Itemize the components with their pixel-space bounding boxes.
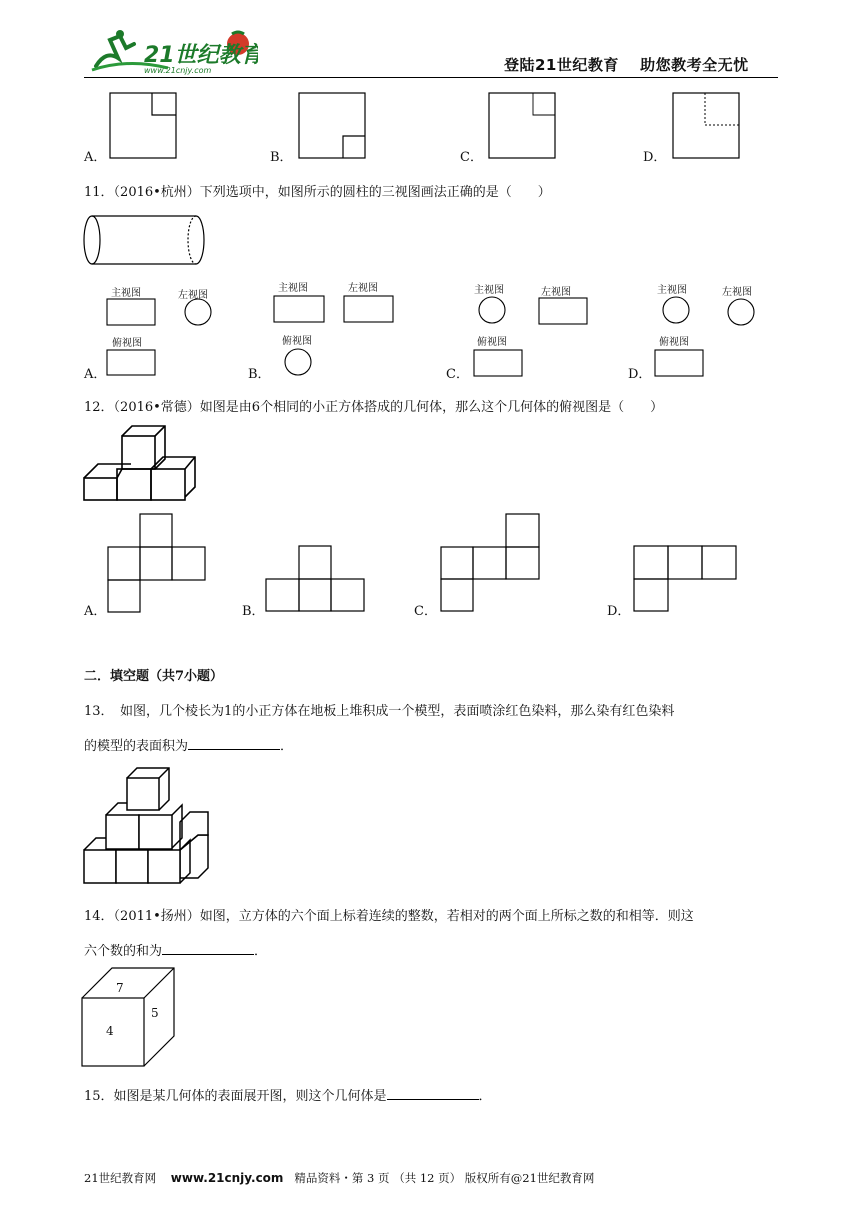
q12-option-d-figure	[634, 546, 736, 611]
q11-b-top-view-label: 俯视图	[282, 336, 312, 347]
q14-cube-top-number: 7	[116, 981, 124, 995]
q11-a-left-view-label: 左视图	[178, 290, 208, 301]
page-footer	[84, 1170, 594, 1186]
q11-c-top-view-label: 俯视图	[477, 337, 507, 348]
q10-option-a-label: A．	[84, 150, 107, 165]
footer-left-text: 21世纪教育网	[84, 1171, 157, 1185]
q14-cube-front-number: 4	[106, 1024, 114, 1038]
q11-option-a-label: A．	[84, 367, 107, 382]
q14-question-line1: 14．（2011•扬州）如图，立方体的六个面上标着连续的整数，若相对的两个面上所标之数的和相等．则这	[84, 909, 694, 924]
q14-answer-blank[interactable]	[162, 942, 254, 955]
q11-c-front-view-label: 主视图	[474, 285, 504, 296]
q11-cylinder-figure	[84, 216, 204, 264]
q14-question-line2	[84, 940, 267, 959]
q12-option-a-label: A．	[84, 604, 107, 619]
q11-option-d-label: D．	[628, 367, 652, 382]
q11-d-top-view-label: 俯视图	[659, 337, 689, 348]
q15-question-text	[84, 1085, 492, 1104]
logo-text: 21世纪教育	[144, 43, 258, 68]
q11-a-front-view-label: 主视图	[111, 288, 141, 299]
q11-b-front-view-label: 主视图	[278, 283, 308, 294]
section-heading: 二．填空题（共7小题）	[84, 669, 224, 684]
q12-option-c-figure	[441, 514, 539, 611]
q11-option-c-label: C．	[446, 367, 469, 382]
q10-figure-a	[110, 93, 176, 158]
q11-a-top-view-label: 俯视图	[112, 338, 142, 349]
footer-site-link[interactable]: www.21cnjy.com	[170, 1171, 284, 1185]
q11-option-b-label: B．	[248, 367, 271, 382]
q15-answer-blank[interactable]	[387, 1087, 479, 1100]
q11-b-left-view-label: 左视图	[348, 283, 378, 294]
q11-c-left-view-label: 左视图	[541, 287, 571, 298]
footer-right-text: 精品资料・第 3 页 （共 12 页） 版权所有@21世纪教育网	[294, 1171, 595, 1185]
q10-option-d-label: D．	[643, 150, 667, 165]
q11-d-front-view-label: 主视图	[657, 285, 687, 296]
q14-cube-right-number: 5	[151, 1006, 159, 1020]
logo-url: www.21cnjy.com	[144, 66, 212, 75]
q12-cube-stack-figure	[84, 426, 195, 500]
q11-d-left-view-label: 左视图	[722, 287, 752, 298]
header-slogan: 登陆21世纪教育 助您教考全无忧	[504, 56, 749, 74]
q14-labeled-cube-figure	[82, 968, 174, 1066]
q13-question-line1: 13． 如图，几个棱长为1的小正方体在地板上堆积成一个模型，表面喷涂红色染料，那么染有红色染料	[84, 704, 675, 719]
q14-line2-suffix: ．	[254, 944, 268, 959]
q11-question-text: 11．（2016•杭州）下列选项中，如图所示的圆柱的三视图画法正确的是（ ）	[84, 185, 551, 200]
q12-option-a-figure	[108, 514, 205, 612]
q14-line2-prefix: 六个数的和为	[84, 944, 163, 959]
q10-option-b-label: B．	[270, 150, 293, 165]
q13-cube-pyramid-figure	[84, 768, 208, 883]
q13-answer-blank[interactable]	[188, 737, 280, 750]
q12-option-d-label: D．	[607, 604, 631, 619]
q10-figure-b	[299, 93, 365, 158]
q13-line2-suffix: ．	[280, 739, 294, 754]
q12-question-text: 12．（2016•常德）如图是由6个相同的小正方体搭成的几何体，那么这个几何体的俯视图是（ ）	[84, 400, 664, 415]
q13-line2-prefix: 的模型的表面积为	[84, 739, 189, 754]
q15-prefix: 15．如图是某几何体的表面展开图，则这个几何体是	[84, 1089, 387, 1104]
q10-figure-d	[673, 93, 739, 158]
q10-figure-c	[489, 93, 555, 158]
q13-question-line2	[84, 735, 293, 754]
q12-option-b-figure	[266, 546, 364, 611]
q12-option-c-label: C．	[414, 604, 437, 619]
q12-option-b-label: B．	[242, 604, 265, 619]
q10-option-c-label: C．	[460, 150, 483, 165]
q15-suffix: ．	[478, 1089, 492, 1104]
